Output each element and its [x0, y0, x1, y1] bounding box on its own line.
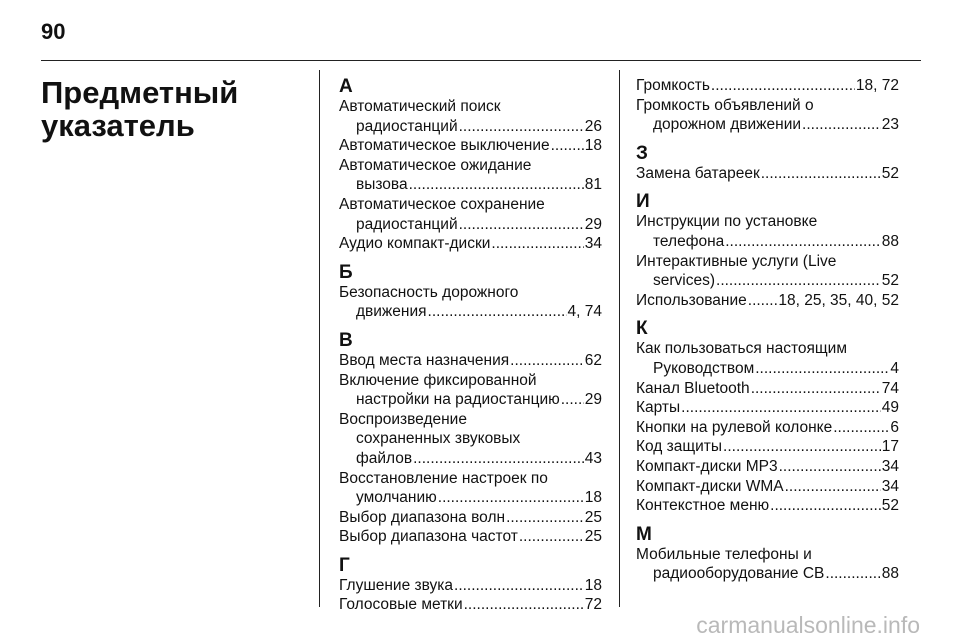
page-number: 90 — [41, 19, 66, 44]
index-entry-term — [339, 283, 602, 303]
index-column-2 — [636, 76, 899, 592]
dot-leader — [519, 527, 584, 547]
page-reference[interactable]: 18, 72 — [855, 77, 899, 94]
index-entry — [339, 234, 602, 254]
index-entry-term — [636, 437, 899, 457]
index-entry-continuation — [636, 232, 899, 252]
index-entry-term — [636, 496, 899, 516]
index-entry-text: Компакт-диски MP3 — [636, 457, 778, 475]
index-entry — [636, 252, 899, 291]
index-entry-text: Глушение звука — [339, 576, 454, 594]
index-entry-text: Автоматическое ожидание — [339, 156, 532, 174]
index-entry-continuation — [339, 117, 602, 137]
index-entry — [636, 398, 899, 418]
page-reference[interactable]: 72 — [584, 596, 602, 614]
dot-leader — [723, 437, 881, 457]
index-entry-text: Ввод места назначения — [339, 351, 510, 369]
page-reference[interactable]: 4, 74 — [567, 303, 602, 321]
index-entry — [636, 496, 899, 516]
index-letter-group — [339, 555, 602, 615]
index-entry-continuation — [636, 271, 899, 291]
index-entry — [636, 164, 899, 184]
index-entry — [339, 371, 602, 410]
dot-leader — [510, 351, 584, 371]
index-entry-continuation — [339, 429, 602, 449]
index-entry-text: радиостанций — [356, 117, 458, 135]
index-entry-continuation — [339, 390, 602, 410]
dot-leader — [751, 379, 881, 399]
index-entry-text: Канал Bluetooth — [636, 379, 750, 397]
index-entry-term — [636, 477, 899, 497]
index-entry-text: Громкость объявлений о — [636, 96, 814, 114]
index-entry-text: Мобильные телефоны и — [636, 545, 812, 563]
index-entry-text: Выбор диапазона волн — [339, 508, 506, 526]
index-entry-text: Автоматическое выключение — [339, 137, 550, 155]
dot-leader — [711, 76, 855, 96]
index-entry-continuation — [339, 215, 602, 235]
index-entry — [339, 136, 602, 156]
dot-leader — [716, 271, 881, 291]
dot-leader — [825, 564, 880, 584]
page-reference[interactable]: 4 — [890, 359, 899, 377]
index-entry-term — [636, 76, 899, 96]
index-entry-continuation — [339, 302, 602, 322]
index-entry — [636, 379, 899, 399]
index-entry — [636, 212, 899, 251]
page-reference[interactable]: 49 — [881, 399, 899, 417]
page-reference[interactable]: 18 — [584, 489, 602, 507]
index-entry-term — [339, 156, 602, 176]
index-entry-term — [339, 576, 602, 596]
index-title-line-2: указатель — [41, 108, 195, 143]
index-letter-group — [339, 262, 602, 322]
index-entry-text: файлов — [356, 449, 413, 467]
index-letter-group — [636, 143, 899, 184]
dot-leader — [725, 232, 881, 252]
header-rule — [41, 60, 921, 61]
index-entry-text: services) — [653, 272, 716, 290]
index-entry — [636, 96, 899, 135]
page-reference[interactable]: 25 — [584, 528, 602, 546]
dot-leader — [770, 496, 881, 516]
page-reference[interactable]: 34 — [881, 477, 899, 495]
dot-leader — [454, 576, 584, 596]
index-letter-group — [636, 318, 899, 515]
index-entry-text: Замена батареек — [636, 164, 760, 182]
index-entry-text: Восстановление настроек по — [339, 469, 548, 487]
index-entry-term — [339, 469, 602, 489]
index-entry — [339, 576, 602, 596]
index-entry-continuation — [636, 564, 899, 584]
dot-leader — [748, 291, 778, 311]
index-entry-text: Аудио компакт-диски — [339, 235, 491, 253]
index-entry — [339, 508, 602, 528]
index-entry-term — [339, 508, 602, 528]
index-letter-group — [636, 524, 899, 584]
index-entry-text: настройки на радиостанцию — [356, 391, 560, 409]
page-reference[interactable]: 74 — [881, 379, 899, 397]
index-entry-term — [636, 164, 899, 184]
page-reference[interactable]: 62 — [584, 351, 602, 369]
index-letter-group — [339, 76, 602, 254]
index-entry-text: Голосовые метки — [339, 596, 463, 614]
index-entry — [636, 477, 899, 497]
index-entry-term — [339, 410, 602, 430]
dot-leader — [802, 115, 881, 135]
index-letter-heading: М — [636, 523, 652, 545]
index-letter-heading: Б — [339, 261, 353, 283]
index-entry-term — [339, 595, 602, 615]
watermark: carmanualsonline.info — [696, 612, 920, 638]
index-entry-text: Автоматический поиск — [339, 98, 501, 115]
index-entry-term — [636, 545, 899, 565]
page-reference[interactable]: 6 — [890, 418, 899, 436]
index-entry-text: сохраненных звуковых — [356, 430, 521, 448]
index-entry-text: Включение фиксированной — [339, 371, 537, 389]
index-entry-text: Кнопки на рулевой колонке — [636, 418, 833, 436]
index-letter-heading: З — [636, 142, 648, 164]
index-entry — [339, 527, 602, 547]
index-title — [41, 76, 301, 142]
index-entry-text: телефона — [653, 232, 725, 250]
index-title-line-1: Предметный — [41, 75, 239, 110]
page-reference[interactable]: 43 — [584, 449, 602, 467]
index-entry-text: движения — [356, 303, 427, 321]
dot-leader — [785, 477, 881, 497]
index-letter-heading: А — [339, 76, 353, 97]
index-entry-text: Как пользоваться настоящим — [636, 340, 847, 358]
index-entry-text: Использование — [636, 291, 747, 309]
index-entry-text: Руководством — [653, 359, 755, 377]
index-entry-term — [636, 379, 899, 399]
dot-leader — [409, 175, 584, 195]
index-entry — [339, 283, 602, 322]
dot-leader — [561, 390, 584, 410]
dot-leader — [491, 234, 583, 254]
index-entry — [339, 469, 602, 508]
index-letter-heading: К — [636, 318, 648, 340]
index-entry — [636, 545, 899, 584]
index-entry-text: вызова — [356, 176, 408, 194]
index-entry-text: Контекстное меню — [636, 497, 770, 515]
dot-leader — [833, 418, 889, 438]
dot-leader — [464, 595, 584, 615]
index-letter-heading: В — [339, 329, 353, 351]
index-entry-term — [339, 527, 602, 547]
page-reference[interactable]: 52 — [881, 272, 899, 290]
page-reference[interactable]: 17 — [881, 438, 899, 456]
dot-leader — [413, 449, 584, 469]
column-divider-right — [619, 70, 620, 607]
index-entry-term — [339, 136, 602, 156]
index-entry-continuation — [339, 175, 602, 195]
index-letter-group — [636, 191, 899, 310]
index-entry-continuation — [636, 115, 899, 135]
index-entry-text: дорожном движении — [653, 116, 802, 134]
page-reference[interactable]: 34 — [584, 235, 602, 253]
index-entry-continuation — [339, 449, 602, 469]
index-entry-term — [636, 457, 899, 477]
index-entry — [339, 595, 602, 615]
index-entry-term — [339, 351, 602, 371]
column-divider-left — [319, 70, 320, 607]
index-entry — [339, 351, 602, 371]
index-entry-term — [339, 97, 602, 117]
page-reference[interactable]: 52 — [881, 164, 899, 182]
index-entry — [339, 97, 602, 136]
page-reference[interactable]: 88 — [881, 232, 899, 250]
index-entry-term — [339, 234, 602, 254]
index-entry-text: радиостанций — [356, 215, 458, 233]
index-entry-text: умолчанию — [356, 489, 437, 507]
index-entry-term — [636, 96, 899, 116]
page-reference[interactable]: 18, 25, 35, 40, 52 — [778, 291, 899, 309]
index-entry — [636, 437, 899, 457]
index-entry-text: Безопасность дорожного — [339, 283, 519, 301]
index-entry-text: Автоматическое сохранение — [339, 195, 545, 213]
index-entry — [339, 195, 602, 234]
page-reference[interactable]: 34 — [881, 457, 899, 475]
page-reference[interactable]: 26 — [584, 117, 602, 135]
index-entry-text: Код защиты — [636, 438, 723, 456]
index-entry-text: Инструкции по установке — [636, 213, 818, 231]
dot-leader — [755, 359, 889, 379]
page-reference[interactable]: 25 — [584, 508, 602, 526]
page-reference[interactable]: 29 — [584, 391, 602, 409]
dot-leader — [459, 117, 584, 137]
index-entry — [636, 418, 899, 438]
page-reference[interactable]: 81 — [584, 176, 602, 194]
index-entry-text: Интерактивные услуги (Live — [636, 252, 837, 270]
index-entry — [339, 410, 602, 469]
dot-leader — [681, 398, 881, 418]
index-entry — [636, 457, 899, 477]
index-entry-continuation — [636, 359, 899, 379]
index-entry-term — [636, 339, 899, 359]
page-reference[interactable]: 29 — [584, 215, 602, 233]
page-reference[interactable]: 23 — [881, 116, 899, 134]
page-reference[interactable]: 52 — [881, 497, 899, 515]
dot-leader — [779, 457, 881, 477]
dot-leader — [506, 508, 584, 528]
dot-leader — [438, 488, 584, 508]
index-entry-term — [636, 252, 899, 272]
page-reference[interactable]: 18 — [584, 576, 602, 594]
index-letter-heading: И — [636, 191, 650, 213]
dot-leader — [459, 215, 584, 235]
index-entry-text: радиооборудование CB — [653, 565, 825, 583]
page-reference[interactable]: 18 — [584, 137, 602, 155]
index-entry — [636, 291, 899, 311]
index-entry — [339, 156, 602, 195]
index-letter-group — [636, 76, 899, 135]
dot-leader — [551, 136, 584, 156]
index-entry-continuation — [339, 488, 602, 508]
index-letter-heading: Г — [339, 554, 350, 576]
index-entry-text: Воспроизведение — [339, 410, 467, 428]
index-entry-term — [339, 371, 602, 391]
dot-leader — [428, 302, 567, 322]
index-entry-term — [339, 195, 602, 215]
index-entry-text: Выбор диапазона частот — [339, 528, 518, 546]
index-entry-text: Компакт-диски WMA — [636, 477, 784, 495]
index-entry-term — [636, 398, 899, 418]
index-letter-group — [339, 330, 602, 547]
index-entry-term — [636, 418, 899, 438]
index-column-1 — [339, 76, 602, 623]
index-entry-term — [636, 291, 899, 311]
index-entry-term — [636, 212, 899, 232]
index-entry-text: Карты — [636, 399, 681, 417]
dot-leader — [761, 164, 881, 184]
index-entry — [636, 76, 899, 96]
page-reference[interactable]: 88 — [881, 565, 899, 583]
index-entry-text: Громкость — [636, 77, 710, 94]
index-entry — [636, 339, 899, 378]
